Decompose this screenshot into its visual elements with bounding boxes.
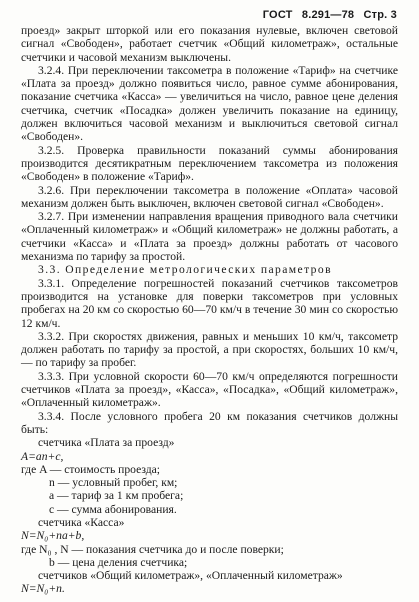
formula-1: A=an+c, [21,449,64,463]
page-number: Стр. 3 [363,9,397,21]
paragraph-3-3-1: 3.3.1. Определение погрешностей показаний счетчиков таксометров производится на установке для поверки таксометров при условных пробегах на 20 км со скоростью 60—70 км/ч в течение 30 мин со скоростью 12 км/ч. [21,276,398,330]
standard-label: ГОСТ [262,9,293,21]
paragraph-3-3-3: 3.3.3. При условной скорости 60—70 км/ч определяются погрешности счетчиков «Плата за проезд», «Касса», «Посадка», «Общий километраж», «Оплаченный километраж». [21,369,398,410]
where-label: где [21,542,37,556]
formula-2: N=N₀+na+b, [21,529,85,543]
legend-item: A — стоимость проезда; [39,462,161,476]
document-body [21,24,398,596]
paragraph-3-2-7: 3.2.7. При изменении направления вращения приводного вала счетчики «Оплаченный километраж» и «Общий километраж» не должны работать, а счетчики «Касса» и «Плата за проезд» должны работать от часового механизма по тарифу за простой. [21,210,398,264]
paragraph-continued: проезд» закрыт шторкой или его показания нулевые, включен световой сигнал «Свободен», работает счетчик «Общий километраж», остальные счетчики и часовой механизм выключены. [21,24,398,64]
formula-1-legend-line-1 [21,463,398,476]
formula-1-intro: счетчика «Плата за проезд» [38,436,175,450]
paragraph-3-2-5: 3.2.5. Проверка правильности показаний суммы абонирования производится десятикратным переключением таксометра из положения «Свободен» в положение «Тариф». [21,143,398,184]
formula-3-intro: счетчиков «Общий километраж», «Оплаченный километраж» [38,569,343,583]
paragraph-3-2-6: 3.2.6. При переключении таксометра в положение «Оплата» часовой механизм должен быть выключен, включен световой сигнал «Свободен». [21,183,398,210]
formula-3: N=N₀+n. [21,582,65,596]
paragraph-3-3-4: 3.3.4. После условного пробега 20 км показания счетчиков должны быть: [21,409,398,436]
legend-item: n — условный пробег, км; [49,476,178,490]
legend-item: a — тариф за 1 км пробега; [49,489,184,503]
page-header [257,9,397,21]
standard-number: 8.291—78 [301,9,355,21]
formula-2-legend-line-1 [21,543,398,556]
paragraph-3-2-4: 3.2.4. При переключении таксометра в положение «Тариф» на счетчике «Плата за проезд» должно появиться число, равное сумме абонирования, показание счетчика «Касса» — увеличиться на число, равное цене деления счетчика, счетчик «Посадка» должен увеличить показание на единицу, должен включиться часовой механизм и выключиться световой сигнал «Свободен». [21,63,398,144]
section-heading-3-3: 3.3. Определение метрологических параметров [38,263,332,277]
legend-item: b — цена деления счетчика; [49,555,188,569]
legend-item: c — сумма абонирования. [49,502,177,516]
formula-2-intro: счетчика «Касса» [38,515,125,529]
paragraph-3-3-2: 3.3.2. При скоростях движения, равных и меньших 10 км/ч, таксометр должен работать по тарифу за простой, а при скоростях, больших 10 км/ч, — по тарифу за пробег. [21,329,398,370]
where-label: где [21,462,37,476]
legend-item: N₀ , N — показания счетчика до и после поверки; [39,542,284,556]
